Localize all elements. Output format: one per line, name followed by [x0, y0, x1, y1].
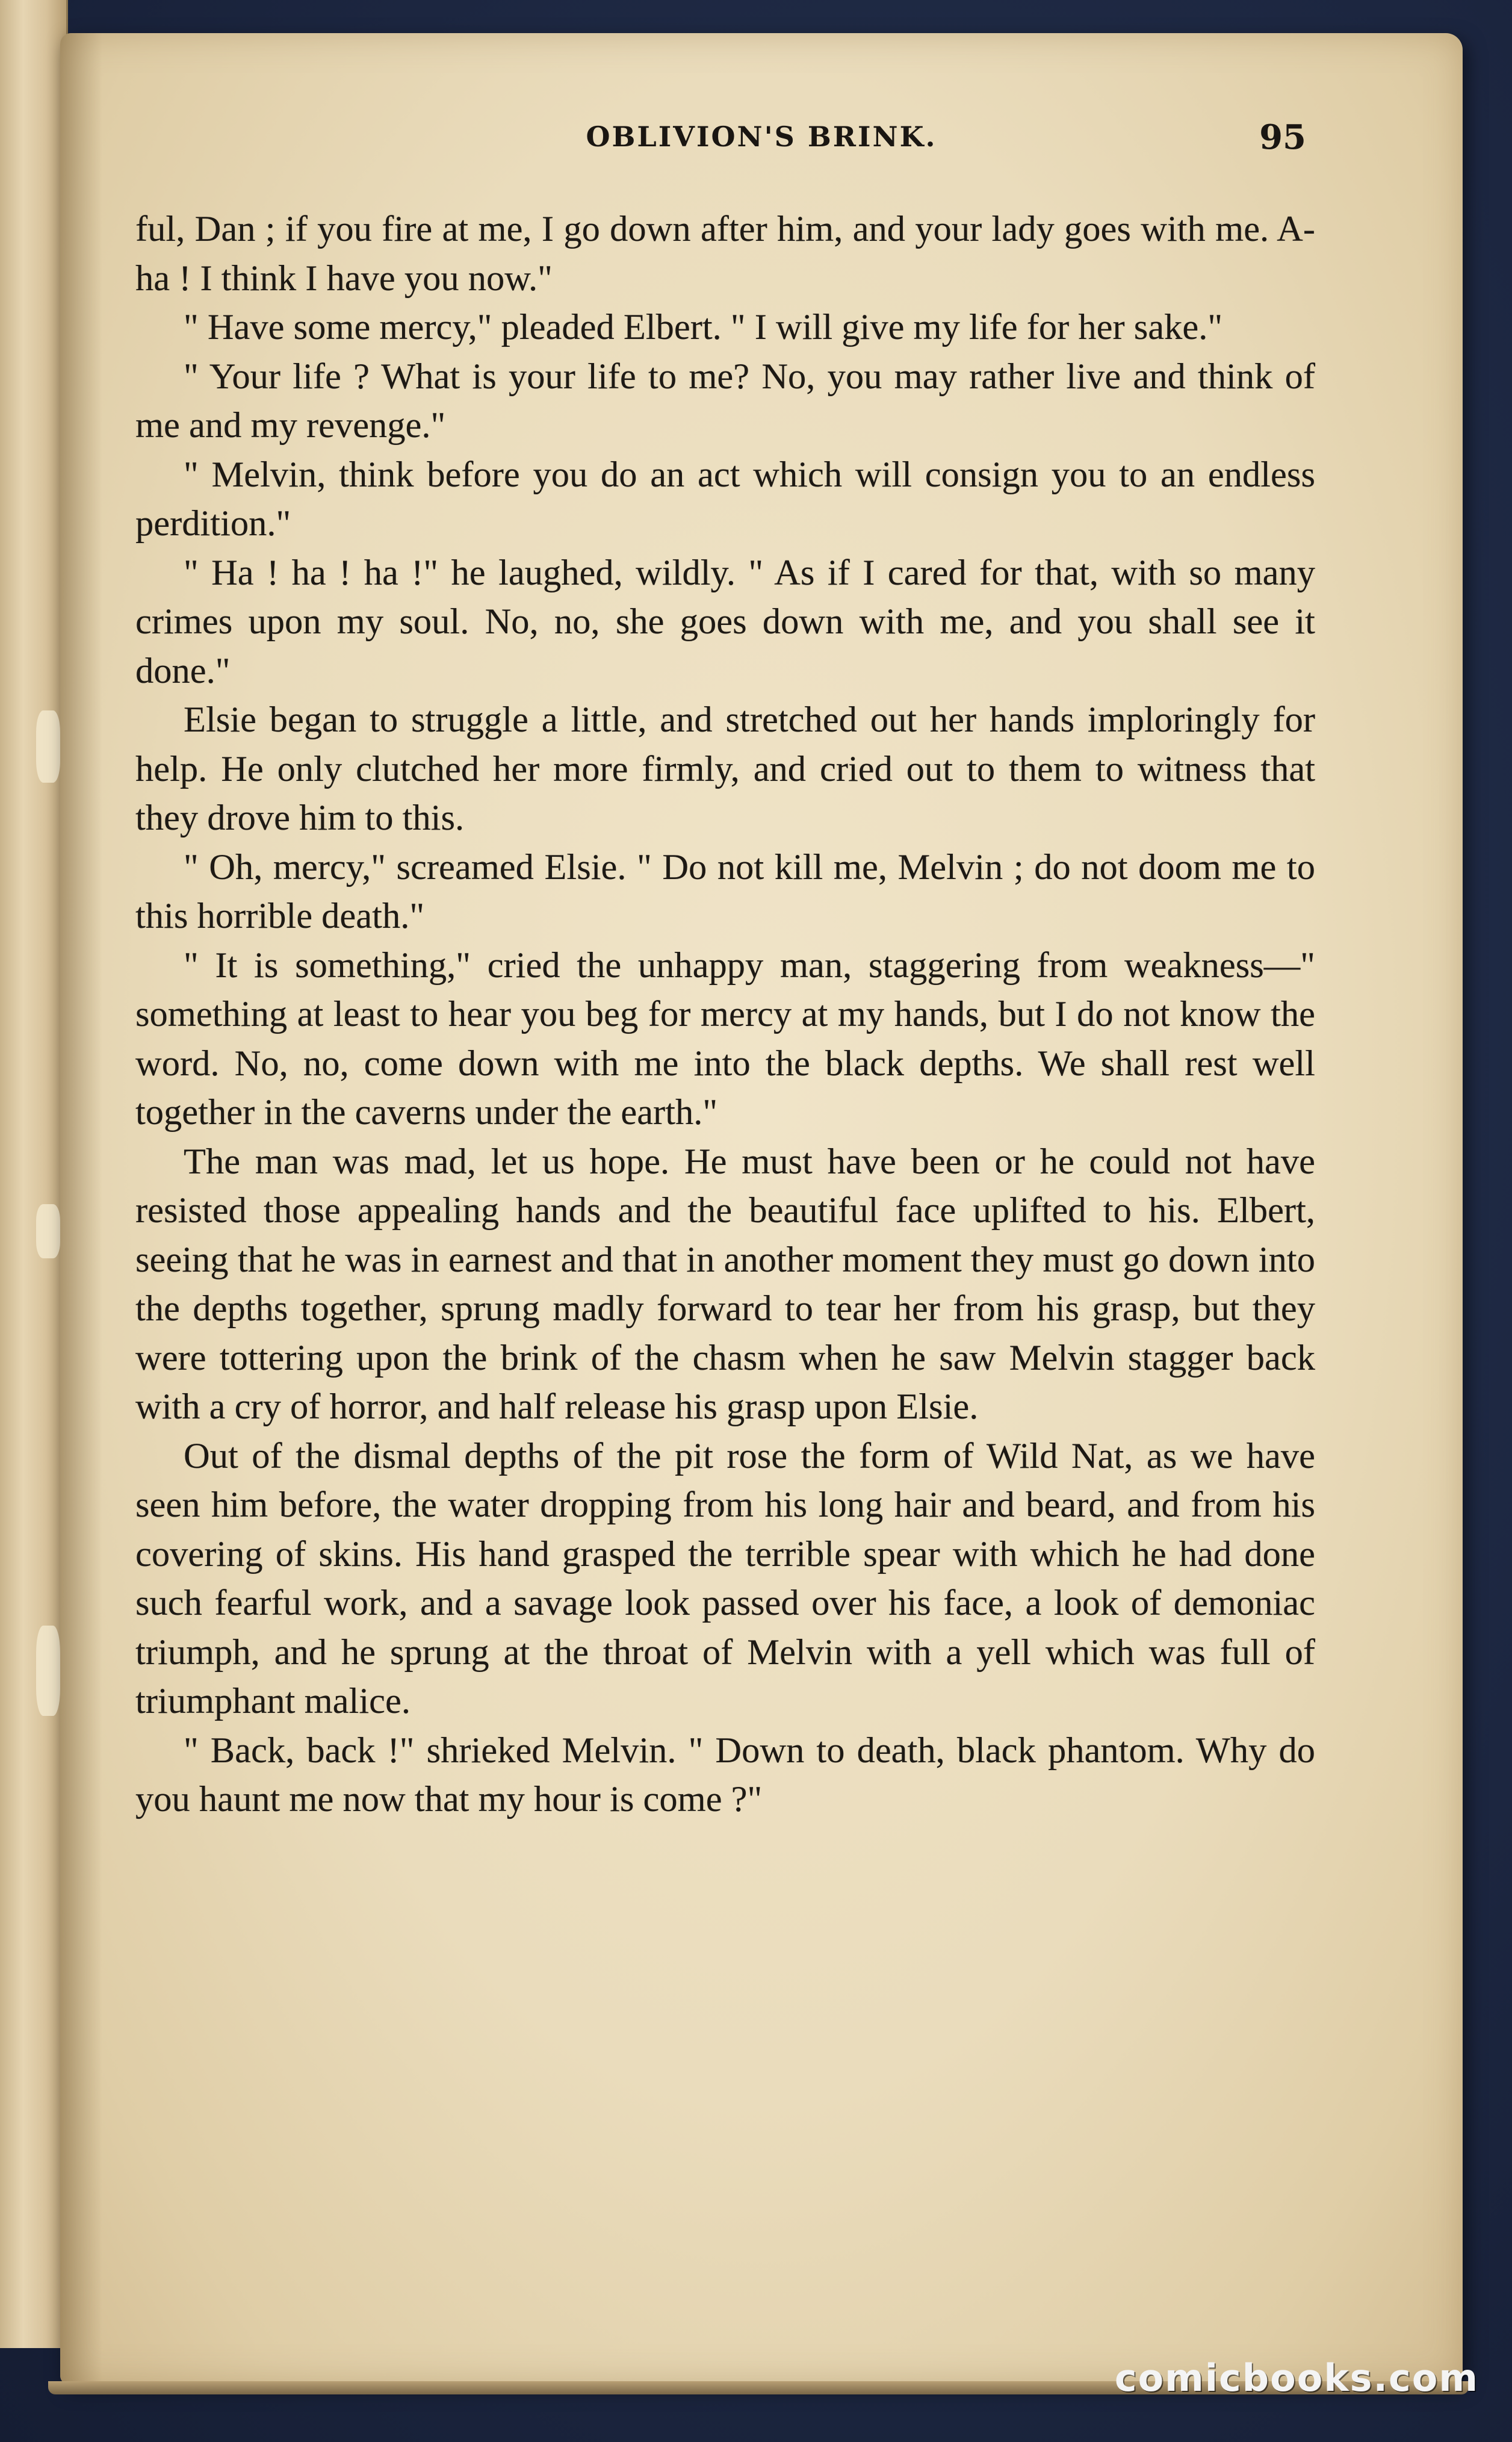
paragraph: " It is something," cried the unhappy man, staggering from weakness—" something at least to hear you beg for mercy at my hands, but I do not know the word. No, no, come down with me into the black depths. We shall rest well together in the caverns under the earth.": [135, 945, 1315, 1132]
book-page: [60, 33, 1463, 2384]
facing-page-edge: [0, 0, 68, 2348]
paragraph: " Have some mercy," pleaded Elbert. " I will give my life for her sake.": [184, 307, 1223, 347]
site-watermark: comicbooks.com: [1114, 2356, 1479, 2400]
paragraph: " Back, back !" shrieked Melvin. " Down to death, black phantom. Why do you haunt me now that my hour is come ?": [135, 1730, 1315, 1819]
paragraph: Out of the dismal depths of the pit rose the form of Wild Nat, as we have seen him before, the water dropping from his long hair and beard, and from his covering of skins. His hand grasped the terrible spear with which he had done such fearful work, and a savage look passed over his face, a look of demoniac triumph, and he sprung at the throat of Melvin with a yell which was full of triumphant malice.: [135, 1435, 1315, 1721]
page-tear: [36, 1204, 60, 1258]
paragraph: " Ha ! ha ! ha !" he laughed, wildly. " As if I cared for that, with so many crimes upon my soul. No, no, she goes down with me, and you shall see it done.": [135, 552, 1315, 691]
page-number: 95: [1259, 117, 1306, 157]
paragraph: " Oh, mercy," screamed Elsie. " Do not kill me, Melvin ; do not doom me to this horrible death.": [135, 847, 1315, 936]
paragraph: ful, Dan ; if you fire at me, I go down after him, and your lady goes with me. A-ha ! I think I have you now.": [135, 209, 1315, 299]
paragraph: Elsie began to struggle a little, and stretched out her hands imploringly for help. He only clutched her more firmly, and cried out to them to witness that they drove him to this.: [135, 700, 1315, 838]
paragraph: The man was mad, let us hope. He must have been or he could not have resisted those appealing hands and the beautiful face uplifted to his. Elbert, seeing that he was in earnest and that in another moment they must go down into the depths together, sprung madly forward to tear her from his grasp, but they were tottering upon the brink of the chasm when he saw Melvin stagger back with a cry of horror, and half release his grasp upon Elsie.: [135, 1141, 1315, 1427]
paragraph: " Your life ? What is your life to me? No, you may rather live and think of me and my revenge.": [135, 356, 1315, 446]
page-tear: [36, 710, 60, 783]
running-head: OBLIVION'S BRINK.: [586, 120, 937, 153]
spine-shadow: [60, 33, 102, 2384]
paragraph: " Melvin, think before you do an act which will consign you to an endless perdition.": [135, 454, 1315, 544]
body-text: [135, 205, 1315, 1824]
page-tear: [36, 1626, 60, 1716]
